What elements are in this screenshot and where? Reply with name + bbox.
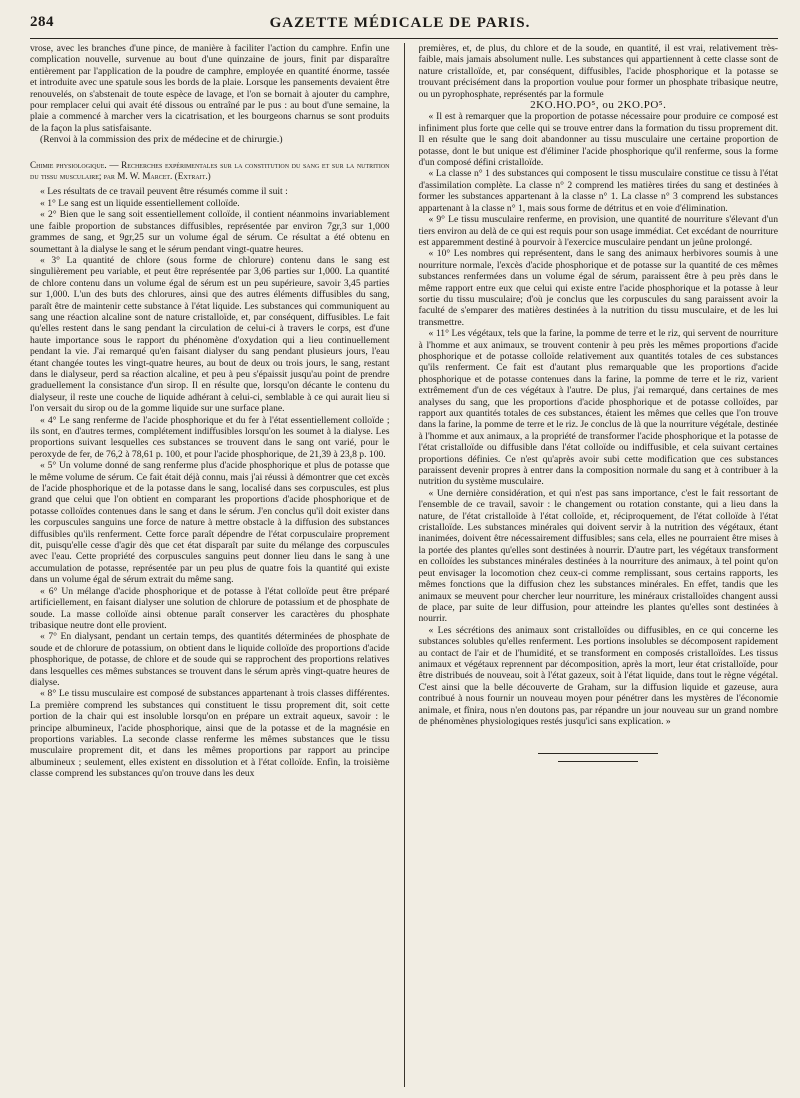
paragraph: « 11° Les végétaux, tels que la farine, la pomme de terre et le riz, qui servent de nourriture à l'homme et aux animaux, se trouvent contenir à peu près les mêmes proportions d'acide phosphorique et de potasse colloïde relativement aux quantités totales de ces substances qu'ils renferment. Ce fait est d'autant plus remarquable que les proportions d'acide phosphorique et de potasse contenues dans la farine, la pomme de terre et le riz, varient extrêmement d'un de ces végétaux à l'autre. De plus, j'ai remarqué, dans certaines de mes analyses du sang, que les proportions d'acide phosphorique et de potasse colloïdes, par rapport aux quantités totales de ces substances, étaient les mêmes que celles que l'on trouve dans la farine, la pomme de terre et le riz. Je conclus de là que la nourriture végétale, destinée à l'homme et aux animaux, a la propriété de transformer l'acide phosphorique et la potasse de l'état cristalloïde ou diffusible dans l'état colloïde ou indiffusible, et cela suivant certaines proportions définies. Ce n'est qu'après avoir subi cette modification que ces substances paraissent devenir propres à entrer dans la composition normale du sang et à contribuer à la nutrition du système musculaire. [418, 328, 778, 488]
end-rule [538, 753, 658, 754]
paragraph: « 5° Un volume donné de sang renferme plus d'acide phosphorique et plus de potasse que le même volume de sérum. Ce fait était déjà connu, mais j'ai réussi à démontrer que cet excès de l'acide phosphorique et de la potasse dans le sang, localisé dans ses corpuscules, est plus grand que celui que l'on obtient en comparant les proportions d'acide phosphorique et de potasse colloïdes contenues dans le sang et dans le sérum. J'en conclus qu'il doit exister dans les corpuscules sanguins une force de nature à mettre obstacle à la diffusion des substances diffusibles qu'ils renferment. Cette force paraît dépendre de l'état corpusculaire proprement dit, puisqu'elle cesse d'agir dès que cet état disparaît par suite du mélange des corpuscules avec l'eau. Cette propriété des corpuscules sanguins peut donner lieu dans le sang à une accumulation de potasse, représentée par un peu plus de quatre fois la quantité qui existe dans un volume égal de sérum extrait du même sang. [30, 460, 390, 586]
text-columns [30, 43, 778, 1087]
paragraph: premières, et, de plus, du chlore et de la soude, en quantité, il est vrai, relativement très-faible, mais jamais absolument nulle. Les substances qui appartiennent à cette classe sont de nature cristalloïde, et, par conséquent, diffusibles, l'acide phosphorique et la potasse se trouvant précisément dans la proportion voulue pour former un phosphate tribasique neutre, ou un pyrophosphate, représentés par la formule [418, 43, 778, 100]
paragraph: « 10° Les nombres qui représentent, dans le sang des animaux herbivores soumis à une nourriture normale, l'excès d'acide phosphorique et de potasse sur la quantité de ces mêmes substances renfermées dans un volume égal de sérum, paraissent être à peu près dans le même rapport entre eux que celui qui existe entre l'acide phosphorique et la potasse à leur sortie du tissu musculaire; d'où je conclus que les corpuscules du sang paraissent avoir la faculté de s'emparer des matières destinées à la nutrition du tissu musculaire, et de les lui transmettre. [418, 248, 778, 328]
paragraph: « 4° Le sang renferme de l'acide phosphorique et du fer à l'état essentiellement colloïde ; ils sont, en d'autres termes, complétement indiffusibles lorsqu'on les soumet à la dialyse. Les proportions suivant lesquelles ces substances se trouvent dans le sang ont varié, pour le peroxyde de fer, de 76,2 à 78,61 p. 100, et pour l'acide phosphorique, de 21,39 à 23,8 p. 100. [30, 414, 390, 460]
end-rule-short [558, 761, 638, 762]
paragraph: (Renvoi à la commission des prix de médecine et de chirurgie.) [40, 134, 283, 146]
paragraph: « Les résultats de ce travail peuvent être résumés comme il suit : [40, 186, 288, 198]
paragraph: « 8° Le tissu musculaire est composé de substances appartenant à trois classes différentes. La première comprend les substances qui constituent le tissu proprement dit, soit cette portion de la chair qui est insoluble lorsqu'on en prépare un extrait aqueux, savoir : le principe albumineux, l'acide phosphorique, ainsi que de la potasse et de la magnésie en proportions variables. La seconde classe renferme les mêmes substances que le tissu musculaire proprement dit, et dans les mêmes proportions par rapport au principe albumineux ; seulement, elles existent en dissolution et à l'état colloïde. Enfin, la troisième classe comprend les substances qu'on trouve dans les deux [30, 688, 390, 780]
paragraph: « La classe n° 1 des substances qui composent le tissu musculaire constitue ce tissu à l'état d'assimilation complète. La classe n° 2 comprend les matières tirées du sang et destinées à former les substances appartenant à la classe n° 1. La classe n° 3 comprend les substances appartenant à la classe n° 1, mais sous forme de détritus et en voie d'élimination. [418, 168, 778, 214]
paragraph: « 7° En dialysant, pendant un certain temps, des quantités déterminées de phosphate de soude et de chlorure de potassium, on obtient dans le liquide colloïde des proportions d'acide phosphorique, de potasse, de chlore et de soude qui se rapprochent des proportions relatives dans lesquelles ces mêmes substances se trouvent dans le sérum après vingt-quatre heures de dialyse. [30, 631, 390, 688]
paragraph: « 3° La quantité de chlore (sous forme de chlorure) contenu dans le sang est singulièrement peu variable, et peut être représentée par 3,06 parties sur 1,000. La quantité de chlore contenu dans un volume égal de sérum est un peu supérieure, savoir 3,45 parties sur 1,000. L'un des buts des chlorures, ainsi que des autres éléments diffusibles du sang, paraît être de maintenir cette substance à l'état liquide. Les substances qui communiquent au sang une réaction alcaline sont de nature cristalloïde, et, par conséquent, diffusibles. Le fait qu'elles restent dans le sang pendant la circulation de celui-ci à travers le corps, est d'une haute importance sous le rapport du phénomène d'oxydation qui a lieu continuellement pendant la vie. J'ai remarqué qu'en faisant dialyser du sang pendant plusieurs jours, l'eau étant changée toutes les vingt-quatre heures, au bout de deux ou trois jours, le sang, restant dans le dialyseur, perd sa réaction alcaline, et peu à peu s'épaissit jusqu'au point de prendre graduellement la consistance d'un sirop. Il en résulte que, lorsqu'on décante le contenu du dialyseur, il reste une couche de liquide adhérant à celui-ci, semblable à ce qui aurait lieu si l'on versait du sirop ou de la gomme liquide sur une surface plane. [30, 254, 390, 415]
paragraph: vrose, avec les branches d'une pince, de manière à faciliter l'action du camphre. Enfin une complication nouvelle, survenue au bout d'une quinzaine de jours, finit par disparaître entièrement par l'application de la poudre de camphre, employée en quantité énorme, tassée et introduite avec une spatule sous les bords de la plaie. Lorsque les pansements devaient être renouvelés, on s'abstenait de toute espèce de lavage, et l'on se bornait à ajouter du camphre, pour remplacer celui qui avait été dissous ou entraîné par le pus : au bout d'une semaine, la plaie a commencé à marcher vers la cicatrisation, et les bourgeons charnus se sont produits de la façon la plus satisfaisante. [30, 43, 390, 134]
chemical-formula: 2KO.HO.PO⁵, ou 2KO.PO⁵. [530, 99, 667, 112]
paragraph: « 6° Un mélange d'acide phosphorique et de potasse à l'état colloïde peut être préparé artificiellement, en faisant dialyser une solution de chlorure de potassium et de phosphate de soude. La masse colloïde ainsi obtenue paraît conserver les caractères du phosphate tribasique neutre dont elle provient. [30, 585, 390, 631]
journal-title: GAZETTE MÉDICALE DE PARIS. [269, 15, 531, 31]
paragraph: « 2° Bien que le sang soit essentiellement colloïde, il contient néanmoins invariablement une faible proportion de substances diffusibles, représentée par environ 7gr,3 sur 1,000 grammes de sang, et 9gr,25 sur un volume égal de sérum. Ce résultat a été obtenu en soumettant à la dialyse le sang et le sérum pendant vingt-quatre heures. [30, 209, 390, 255]
column-divider [404, 43, 405, 1087]
left-column [30, 43, 390, 1087]
paragraph: « 1° Le sang est un liquide essentiellement colloïde. [40, 197, 240, 209]
page-number: 284 [30, 14, 54, 30]
paragraph: « Les sécrétions des animaux sont cristalloïdes ou diffusibles, en ce qui concerne les substances solubles qu'elles renferment. Les portions insolubles se décomposent rapidement au contact de l'air et de l'humidité, et se transforment en composés cristalloïdes. Les tissus animaux et végétaux reprennent par décomposition, après la mort, leur état cristalloïde, pour être distribués de nouveau, soit à l'état gazeux, soit à l'état liquide, dans tout le règne végétal. C'est ainsi que la belle découverte de Graham, sur la diffusion liquide et gazeuse, aura contribué à nous fournir un nouveau moyen pour pénétrer dans les mystères de l'économie animale, et fînira, nous n'en doutons pas, par répandre un jour nouveau sur un grand nombre de phénomènes physiologiques restés jusqu'ici sans explication. » [418, 624, 778, 727]
paragraph: « Il est à remarquer que la proportion de potasse nécessaire pour produire ce composé est infiniment plus forte que celle qui se trouve entrer dans la formation du tissu proprement dit. Il en résulte que le sang doit abandonner au tissu musculaire une certaine proportion de potasse, dont le but unique est d'éliminer l'acide phosphorique qu'il renferme, sous la forme d'un composé défini cristalloïde. [418, 111, 778, 169]
section-title: Chimie physiologique. — Recherches expérimentales sur la constitution du sang et sur la nutrition du tissu musculaire; par M. W. Marcet. (Extrait.) [30, 159, 390, 182]
paragraph: « 9° Le tissu musculaire renferme, en provision, une quantité de nourriture s'élevant d'un tiers environ au delà de ce qui est requis pour son usage immédiat. Cet excédant de nourriture est apparemment destiné à pourvoir à l'exercice musculaire pendant un jeûne prolongé. [418, 214, 778, 248]
right-column [419, 43, 779, 1087]
paragraph: « Une dernière considération, et qui n'est pas sans importance, c'est le fait ressortant de l'ensemble de ce travail, savoir : le changement ou rotation constante, qui a lieu dans la nature, de l'état cristalloïde à l'état colloïde, et, réciproquement, de l'état colloïde à l'état cristalloïde. Les substances minérales qui doivent servir à la nutrition des végétaux, étant inanimées, doivent être nécessairement diffusibles; sans cela, elles ne pourraient être mises à la portée des plantes qu'elles sont destinées à nourrir. D'autre part, les végétaux transforment en colloïdes les substances minérales destinées à la nourriture des animaux, à tel point qu'on peut envisager la locomotion chez ceux-ci comme remplissant, sous certains rapports, les mêmes fonctions que la diffusion chez les substances minérales. En effet, tandis que les animaux se meuvent pour chercher leur nourriture, les minéraux cristalloïdes changent aussi de place, par suite de leur diffusion, pour atteindre les plantes qu'elles sont destinées à nourrir. [418, 487, 778, 625]
